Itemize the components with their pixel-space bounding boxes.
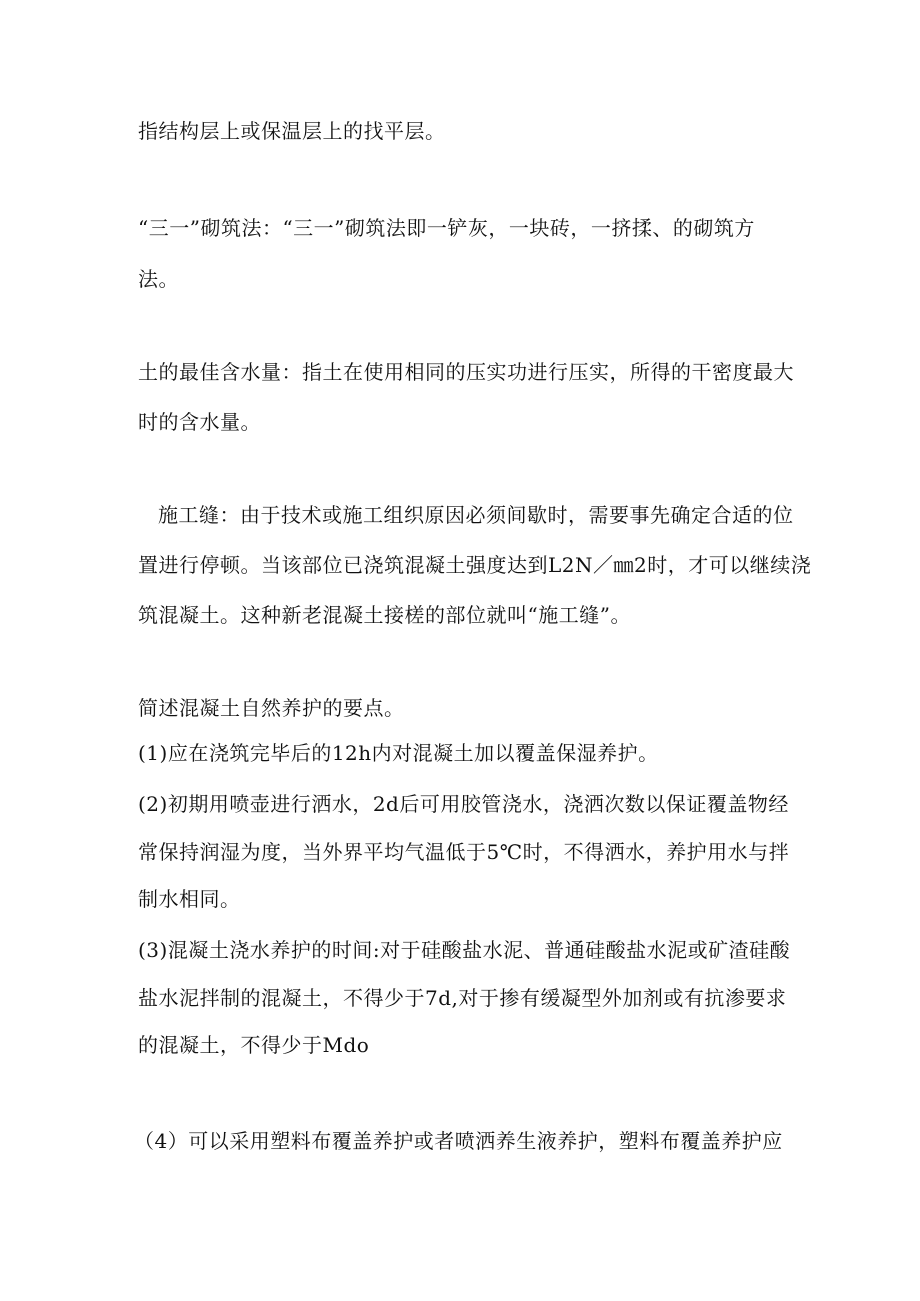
paragraph-construction-joint-line-3: 筑混凝土。这种新老混凝土接槎的部位就叫“施工缝”。: [138, 603, 631, 627]
list-item-3-line-2: 盐水泥拌制的混凝土，不得少于7d,对于掺有缓凝型外加剂或有抗渗要求: [138, 986, 787, 1010]
paragraph-optimum-moisture-line-2: 时的含水量。: [138, 410, 261, 434]
paragraph-construction-joint-line-2: 置进行停顿。当该部位已浇筑混凝土强度达到L2N／㎜2时，才可以继续浇: [138, 553, 812, 577]
list-item-2-line-3: 制水相同。: [138, 887, 241, 911]
paragraph-construction-joint-line-1: 施工缝：由于技术或施工组织原因必须间歇时，需要事先确定合适的位: [158, 503, 794, 527]
list-item-4-line-1: （4）可以采用塑料布覆盖养护或者喷洒养生液养护，塑料布覆盖养护应: [134, 1129, 783, 1153]
paragraph-three-one-line-1: “三一”砌筑法：“三一”砌筑法即一铲灰，一块砖，一挤揉、的砌筑方: [138, 216, 755, 240]
list-item-3-line-3: 的混凝土，不得少于Mdo: [138, 1033, 370, 1057]
list-item-2-line-2: 常保持润湿为度，当外界平均气温低于5℃时，不得洒水，养护用水与拌: [138, 840, 790, 864]
paragraph-leveling-layer: 指结构层上或保温层上的找平层。: [138, 119, 446, 143]
list-item-1: (1)应在浇筑完毕后的12h内对混凝土加以覆盖保湿养护。: [138, 741, 659, 765]
list-item-2-line-1: (2)初期用喷壶进行洒水，2d后可用胶管浇水，浇洒次数以保证覆盖物经: [138, 792, 789, 816]
paragraph-three-one-line-2: 法。: [138, 267, 179, 291]
section-title-curing: 简述混凝土自然养护的要点。: [138, 696, 405, 720]
paragraph-optimum-moisture-line-1: 土的最佳含水量：指土在使用相同的压实功进行压实，所得的干密度最大: [138, 360, 794, 384]
list-item-3-line-1: (3)混凝土浇水养护的时间:对于硅酸盐水泥、普通硅酸盐水泥或矿渣硅酸: [138, 938, 791, 962]
